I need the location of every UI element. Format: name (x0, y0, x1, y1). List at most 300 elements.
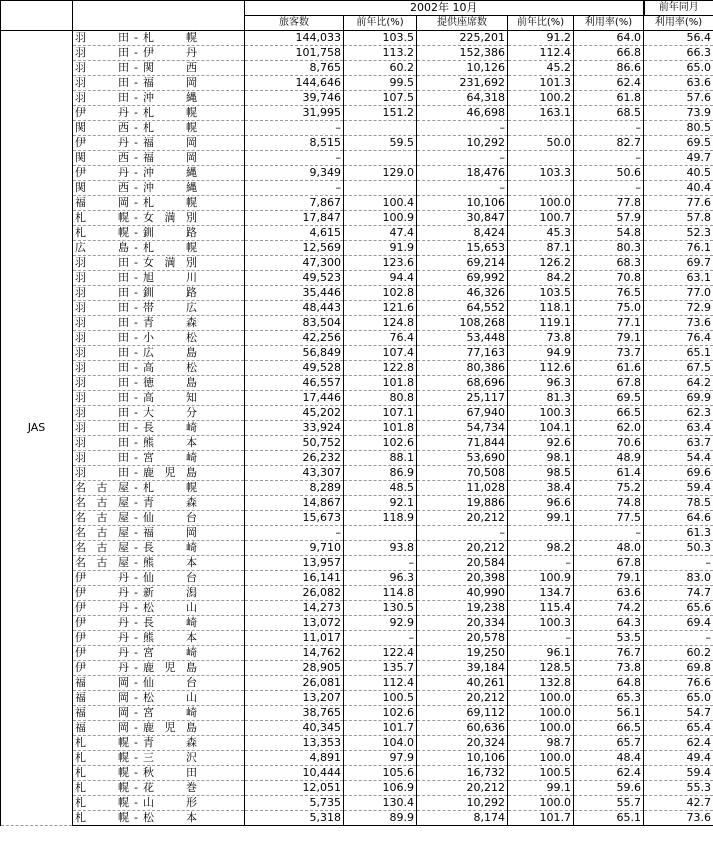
route-destination: 高松 (143, 361, 197, 374)
route-cell (73, 256, 245, 271)
passengers-cell: 83,504 (245, 316, 344, 331)
route-cell (73, 781, 245, 796)
route-destination: 福岡 (143, 526, 197, 539)
seats-yoy-cell: 112.4 (508, 46, 574, 61)
prev-load-factor-cell: 50.3 (644, 541, 713, 556)
prev-load-factor-cell: 40.5 (644, 166, 713, 181)
load-factor-cell: 65.1 (574, 811, 644, 826)
route-separator: - (134, 661, 138, 674)
prev-load-factor-cell: 42.7 (644, 796, 713, 811)
passengers-yoy-cell: 92.1 (344, 496, 417, 511)
seats-yoy-cell: 128.5 (508, 661, 574, 676)
prev-load-factor-cell: 67.5 (644, 361, 713, 376)
load-factor-cell: 70.8 (574, 271, 644, 286)
seats-cell: 40,990 (417, 586, 508, 601)
passengers-cell: 16,141 (245, 571, 344, 586)
passengers-yoy-cell: 91.9 (344, 241, 417, 256)
route-cell (73, 286, 245, 301)
seats-yoy-cell: 100.0 (508, 706, 574, 721)
prev-load-factor-cell: 74.7 (644, 586, 713, 601)
prev-load-factor-cell: 65.6 (644, 601, 713, 616)
header-row-1 (1, 1, 713, 16)
passengers-yoy-cell: 76.4 (344, 331, 417, 346)
route-destination: 新潟 (143, 586, 197, 599)
passengers-yoy-cell: 89.9 (344, 811, 417, 826)
table-row (1, 241, 713, 256)
seats-cell: 20,578 (417, 631, 508, 646)
passengers-cell: 50,752 (245, 436, 344, 451)
prev-load-factor-cell: 54.4 (644, 451, 713, 466)
route-cell (73, 721, 245, 736)
prev-load-factor-cell: 54.7 (644, 706, 713, 721)
passengers-yoy-cell: 130.4 (344, 796, 417, 811)
route-cell (73, 61, 245, 76)
route-destination: 鹿児島 (143, 661, 197, 674)
seats-cell: 70,508 (417, 466, 508, 481)
seats-cell: 67,940 (417, 406, 508, 421)
route-cell (73, 436, 245, 451)
passengers-cell: 17,446 (245, 391, 344, 406)
table-row (1, 691, 713, 706)
prev-load-factor-cell: 65.0 (644, 691, 713, 706)
load-factor-cell: – (574, 121, 644, 136)
route-cell (73, 331, 245, 346)
table-row (1, 406, 713, 421)
table-row (1, 796, 713, 811)
header-date: 2002年 10月 (245, 1, 644, 16)
seats-yoy-cell: 84.2 (508, 271, 574, 286)
passengers-yoy-cell: 101.7 (344, 721, 417, 736)
passengers-yoy-cell: 113.2 (344, 46, 417, 61)
seats-yoy-cell: 103.5 (508, 286, 574, 301)
route-separator: - (134, 571, 138, 584)
load-factor-cell: 73.7 (574, 346, 644, 361)
table-row (1, 391, 713, 406)
route-origin: 札幌 (75, 736, 129, 749)
prev-load-factor-cell: 63.6 (644, 76, 713, 91)
route-destination: 沖縄 (143, 91, 197, 104)
route-origin: 福岡 (75, 706, 129, 719)
load-factor-cell: 64.8 (574, 676, 644, 691)
table-row (1, 46, 713, 61)
passengers-yoy-cell: 107.1 (344, 406, 417, 421)
load-factor-cell: – (574, 526, 644, 541)
table-body (1, 31, 713, 826)
prev-load-factor-cell: 63.1 (644, 271, 713, 286)
load-factor-cell: 75.2 (574, 481, 644, 496)
route-separator: - (134, 736, 138, 749)
route-destination: 熊本 (143, 556, 197, 569)
load-factor-cell: 80.3 (574, 241, 644, 256)
route-origin: 伊丹 (75, 166, 129, 179)
header-blank-route (73, 1, 245, 31)
route-destination: 花巻 (143, 781, 197, 794)
prev-load-factor-cell: 69.8 (644, 661, 713, 676)
seats-yoy-cell: 104.1 (508, 421, 574, 436)
load-factor-cell: 55.7 (574, 796, 644, 811)
load-factor-cell: 62.4 (574, 766, 644, 781)
prev-load-factor-cell: 77.6 (644, 196, 713, 211)
load-factor-cell: 77.8 (574, 196, 644, 211)
passengers-yoy-cell: 93.8 (344, 541, 417, 556)
table-row (1, 91, 713, 106)
table-row (1, 136, 713, 151)
table-row (1, 496, 713, 511)
load-factor-cell: 50.6 (574, 166, 644, 181)
route-separator: - (134, 481, 138, 494)
seats-yoy-cell: 98.1 (508, 451, 574, 466)
header-prev-line1: 前年同月 (644, 1, 713, 16)
route-destination: 青森 (143, 316, 197, 329)
route-cell (73, 541, 245, 556)
seats-cell: 8,174 (417, 811, 508, 826)
seats-cell: 40,261 (417, 676, 508, 691)
prev-load-factor-cell: 69.9 (644, 391, 713, 406)
passengers-yoy-cell: 101.8 (344, 421, 417, 436)
route-separator: - (134, 196, 138, 209)
load-factor-cell: 73.8 (574, 661, 644, 676)
route-origin: 名古屋 (75, 481, 129, 494)
table-row (1, 361, 713, 376)
seats-yoy-cell (508, 181, 574, 196)
seats-yoy-cell: 100.9 (508, 571, 574, 586)
prev-load-factor-cell: 59.4 (644, 481, 713, 496)
table-row (1, 346, 713, 361)
load-factor-cell: 61.6 (574, 361, 644, 376)
route-cell (73, 46, 245, 61)
load-factor-cell: 67.8 (574, 376, 644, 391)
prev-load-factor-cell: – (644, 631, 713, 646)
seats-yoy-cell: 81.3 (508, 391, 574, 406)
seats-cell: 20,398 (417, 571, 508, 586)
seats-yoy-cell: 134.7 (508, 586, 574, 601)
passengers-yoy-cell: 118.9 (344, 511, 417, 526)
table-row (1, 181, 713, 196)
table-row (1, 226, 713, 241)
seats-yoy-cell: 100.0 (508, 196, 574, 211)
passengers-cell: 14,273 (245, 601, 344, 616)
route-separator: - (134, 451, 138, 464)
route-origin: 羽田 (75, 376, 129, 389)
route-origin: 福岡 (75, 721, 129, 734)
passengers-yoy-cell: 92.9 (344, 616, 417, 631)
prev-load-factor-cell: 52.3 (644, 226, 713, 241)
seats-yoy-cell: 98.2 (508, 541, 574, 556)
route-destination: 長崎 (143, 541, 197, 554)
seats-yoy-cell: 100.5 (508, 766, 574, 781)
table-row (1, 586, 713, 601)
table-row (1, 556, 713, 571)
passengers-cell: 45,202 (245, 406, 344, 421)
seats-yoy-cell: 100.7 (508, 211, 574, 226)
passengers-yoy-cell: 106.9 (344, 781, 417, 796)
route-cell (73, 646, 245, 661)
passengers-yoy-cell: – (344, 631, 417, 646)
seats-yoy-cell: 100.3 (508, 406, 574, 421)
route-origin: 羽田 (75, 436, 129, 449)
passengers-yoy-cell: 100.5 (344, 691, 417, 706)
route-separator: - (134, 691, 138, 704)
seats-cell: – (417, 151, 508, 166)
route-separator: - (134, 496, 138, 509)
route-origin: 羽田 (75, 451, 129, 464)
passengers-yoy-cell: 97.9 (344, 751, 417, 766)
route-origin: 伊丹 (75, 631, 129, 644)
route-destination: 小松 (143, 331, 197, 344)
prev-load-factor-cell: 64.6 (644, 511, 713, 526)
seats-cell: 10,106 (417, 196, 508, 211)
passengers-yoy-cell: 103.5 (344, 31, 417, 46)
load-factor-cell: 57.9 (574, 211, 644, 226)
route-cell (73, 466, 245, 481)
route-cell (73, 316, 245, 331)
passengers-yoy-cell: 114.8 (344, 586, 417, 601)
seats-yoy-cell: 98.7 (508, 736, 574, 751)
seats-cell: 20,334 (417, 616, 508, 631)
load-factor-cell: – (574, 181, 644, 196)
route-destination: 仙台 (143, 571, 197, 584)
route-cell (73, 511, 245, 526)
route-origin: 札幌 (75, 781, 129, 794)
passengers-cell: 33,924 (245, 421, 344, 436)
route-separator: - (134, 541, 138, 554)
seats-cell: 10,126 (417, 61, 508, 76)
header-passengers: 旅客数 (245, 16, 344, 31)
seats-yoy-cell: 100.0 (508, 721, 574, 736)
prev-load-factor-cell: 65.1 (644, 346, 713, 361)
seats-cell: 16,732 (417, 766, 508, 781)
passengers-cell: 13,957 (245, 556, 344, 571)
route-separator: - (134, 406, 138, 419)
load-factor-cell: 56.1 (574, 706, 644, 721)
route-destination: 帯広 (143, 301, 197, 314)
seats-yoy-cell: 100.0 (508, 751, 574, 766)
route-separator: - (134, 211, 138, 224)
passengers-cell: – (245, 181, 344, 196)
seats-yoy-cell: 101.3 (508, 76, 574, 91)
seats-cell: 19,238 (417, 601, 508, 616)
route-cell (73, 181, 245, 196)
route-origin: 羽田 (75, 91, 129, 104)
load-factor-cell: 64.3 (574, 616, 644, 631)
table-row (1, 466, 713, 481)
route-separator: - (134, 676, 138, 689)
table-row (1, 451, 713, 466)
prev-load-factor-cell: 57.8 (644, 211, 713, 226)
route-destination: 三沢 (143, 751, 197, 764)
passengers-yoy-cell: 102.6 (344, 706, 417, 721)
passengers-cell: 46,557 (245, 376, 344, 391)
route-origin: 羽田 (75, 346, 129, 359)
passengers-cell: 8,289 (245, 481, 344, 496)
prev-load-factor-cell: 69.5 (644, 136, 713, 151)
load-factor-cell: – (574, 151, 644, 166)
prev-load-factor-cell: 63.4 (644, 421, 713, 436)
seats-yoy-cell (508, 526, 574, 541)
load-factor-cell: 61.8 (574, 91, 644, 106)
seats-cell: 30,847 (417, 211, 508, 226)
table-row (1, 811, 713, 826)
route-origin: 福岡 (75, 196, 129, 209)
route-destination: 高知 (143, 391, 197, 404)
table-row (1, 76, 713, 91)
route-separator: - (134, 811, 138, 824)
prev-load-factor-cell: 40.4 (644, 181, 713, 196)
passengers-cell: 17,847 (245, 211, 344, 226)
route-separator: - (134, 136, 138, 149)
route-origin: 広島 (75, 241, 129, 254)
route-origin: 羽田 (75, 61, 129, 74)
seats-cell: 64,318 (417, 91, 508, 106)
route-origin: 羽田 (75, 391, 129, 404)
load-factor-cell: 82.7 (574, 136, 644, 151)
seats-cell: 46,326 (417, 286, 508, 301)
seats-yoy-cell: 96.6 (508, 496, 574, 511)
seats-yoy-cell: 100.0 (508, 691, 574, 706)
table-row (1, 196, 713, 211)
seats-yoy-cell: 112.6 (508, 361, 574, 376)
prev-load-factor-cell: 49.7 (644, 151, 713, 166)
route-destination: 大分 (143, 406, 197, 419)
passengers-cell: 43,307 (245, 466, 344, 481)
passengers-cell: 10,444 (245, 766, 344, 781)
passengers-yoy-cell: 94.4 (344, 271, 417, 286)
route-destination: 釧路 (143, 286, 197, 299)
route-cell (73, 496, 245, 511)
seats-cell: 18,476 (417, 166, 508, 181)
load-factor-cell: 64.0 (574, 31, 644, 46)
seats-yoy-cell: 99.1 (508, 511, 574, 526)
load-factor-cell: 77.5 (574, 511, 644, 526)
route-origin: 名古屋 (75, 556, 129, 569)
load-factor-cell: 66.5 (574, 721, 644, 736)
route-destination: 札幌 (143, 481, 197, 494)
route-separator: - (134, 76, 138, 89)
passengers-yoy-cell: 107.4 (344, 346, 417, 361)
route-destination: 沖縄 (143, 166, 197, 179)
prev-load-factor-cell: 57.6 (644, 91, 713, 106)
route-destination: 長崎 (143, 421, 197, 434)
route-separator: - (134, 106, 138, 119)
route-origin: 羽田 (75, 316, 129, 329)
table-row (1, 781, 713, 796)
route-separator: - (134, 706, 138, 719)
load-factor-cell: 75.0 (574, 301, 644, 316)
route-cell (73, 706, 245, 721)
passengers-yoy-cell: 135.7 (344, 661, 417, 676)
table-row (1, 166, 713, 181)
route-origin: 羽田 (75, 406, 129, 419)
passengers-yoy-cell: 88.1 (344, 451, 417, 466)
route-origin: 羽田 (75, 421, 129, 434)
passengers-yoy-cell (344, 121, 417, 136)
header-blank-airline (1, 1, 73, 31)
route-destination: 福岡 (143, 151, 197, 164)
table-row (1, 376, 713, 391)
route-cell (73, 151, 245, 166)
prev-load-factor-cell: 76.6 (644, 676, 713, 691)
seats-yoy-cell: 45.2 (508, 61, 574, 76)
table-row (1, 436, 713, 451)
seats-yoy-cell: 96.1 (508, 646, 574, 661)
route-separator: - (134, 241, 138, 254)
passengers-cell: 14,867 (245, 496, 344, 511)
load-factor-cell: 59.6 (574, 781, 644, 796)
passengers-cell: 11,017 (245, 631, 344, 646)
route-origin: 羽田 (75, 466, 129, 479)
seats-cell: 25,117 (417, 391, 508, 406)
passengers-cell: 8,515 (245, 136, 344, 151)
route-destination: 札幌 (143, 121, 197, 134)
route-destination: 青森 (143, 736, 197, 749)
seats-cell: 20,212 (417, 691, 508, 706)
route-destination: 仙台 (143, 676, 197, 689)
route-separator: - (134, 781, 138, 794)
prev-load-factor-cell: 66.3 (644, 46, 713, 61)
table-row (1, 661, 713, 676)
seats-cell: 19,250 (417, 646, 508, 661)
seats-cell: 152,386 (417, 46, 508, 61)
seats-cell: 20,212 (417, 781, 508, 796)
route-separator: - (134, 271, 138, 284)
table-row (1, 256, 713, 271)
passengers-yoy-cell: 123.6 (344, 256, 417, 271)
table-row (1, 211, 713, 226)
route-destination: 宮崎 (143, 706, 197, 719)
table-row (1, 736, 713, 751)
route-origin: 羽田 (75, 361, 129, 374)
passengers-cell: 28,905 (245, 661, 344, 676)
route-cell (73, 751, 245, 766)
seats-yoy-cell (508, 121, 574, 136)
route-separator: - (134, 31, 138, 44)
seats-yoy-cell: 96.3 (508, 376, 574, 391)
seats-yoy-cell: 103.3 (508, 166, 574, 181)
seats-yoy-cell: 45.3 (508, 226, 574, 241)
passengers-yoy-cell: 48.5 (344, 481, 417, 496)
route-cell (73, 571, 245, 586)
passengers-cell: 26,081 (245, 676, 344, 691)
route-origin: 伊丹 (75, 571, 129, 584)
passengers-yoy-cell: 107.5 (344, 91, 417, 106)
route-separator: - (134, 256, 138, 269)
route-separator: - (134, 181, 138, 194)
route-separator: - (134, 391, 138, 404)
route-separator: - (134, 286, 138, 299)
route-separator: - (134, 721, 138, 734)
route-destination: 女満別 (143, 256, 197, 269)
route-cell (73, 211, 245, 226)
route-cell (73, 481, 245, 496)
seats-yoy-cell: 99.1 (508, 781, 574, 796)
route-cell (73, 661, 245, 676)
prev-load-factor-cell: 80.5 (644, 121, 713, 136)
route-destination: 宮崎 (143, 646, 197, 659)
route-origin: 羽田 (75, 271, 129, 284)
table-row (1, 541, 713, 556)
route-destination: 徳島 (143, 376, 197, 389)
route-destination: 松本 (143, 811, 197, 824)
route-origin: 札幌 (75, 766, 129, 779)
prev-load-factor-cell: 59.4 (644, 766, 713, 781)
route-separator: - (134, 151, 138, 164)
route-cell (73, 691, 245, 706)
passengers-cell: 14,762 (245, 646, 344, 661)
seats-yoy-cell: – (508, 556, 574, 571)
passengers-cell: 5,318 (245, 811, 344, 826)
route-cell (73, 271, 245, 286)
passengers-cell: 49,523 (245, 271, 344, 286)
